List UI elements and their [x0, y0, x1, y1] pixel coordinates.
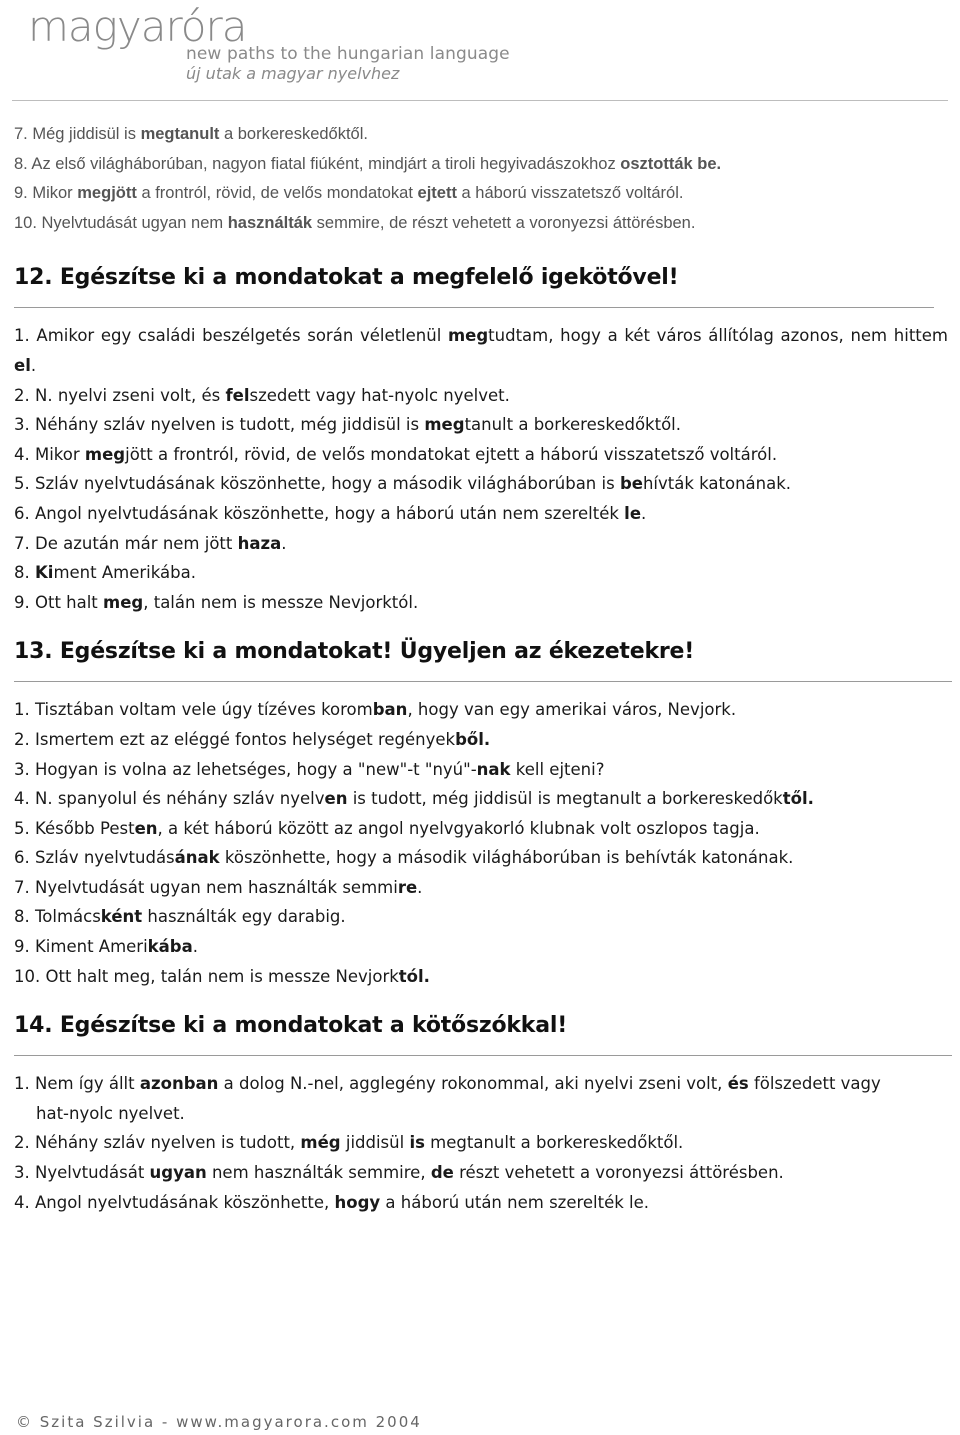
- list-item: [14, 814, 948, 844]
- answer-highlight: megtanult: [140, 125, 220, 143]
- answer-highlight: kába: [147, 937, 193, 957]
- answer-highlight: haza: [237, 533, 282, 553]
- answer-highlight: tól.: [398, 966, 430, 986]
- sentence-text: 1. Tisztában voltam vele úgy tízéves korom: [14, 700, 373, 720]
- sentence-text: is tudott, még jiddisül is megtanult a borkereskedők: [347, 789, 783, 809]
- sentence-text: 9. Mikor: [14, 184, 78, 203]
- list-item: [14, 902, 948, 932]
- sentence-text: 3. Néhány szláv nyelven is tudott, még jiddisül is: [14, 415, 425, 435]
- answer-highlight: en: [134, 818, 158, 838]
- sentence-text: 5. Szláv nyelvtudásának köszönhette, hogy a második világháborúban is: [14, 474, 620, 494]
- answer-highlight: Ki: [35, 563, 54, 583]
- sentence-text: köszönhette, hogy a második világháborúban is behívták katonának.: [219, 848, 794, 868]
- list-item: [14, 499, 948, 529]
- answer-highlight: le: [624, 503, 642, 523]
- answer-highlight: osztották be.: [620, 154, 722, 173]
- list-item: [14, 1128, 948, 1158]
- answer-highlight: be: [619, 474, 643, 494]
- answer-highlight: ugyan: [149, 1163, 207, 1183]
- section-14-list: [14, 1069, 948, 1217]
- sentence-text: tanult a borkereskedőktől.: [464, 415, 681, 435]
- sentence-text: tudtam, hogy a két város állítólag azonos, nem hittem: [488, 326, 949, 346]
- answer-highlight: meg: [103, 592, 144, 612]
- answer-highlight: de: [430, 1163, 454, 1183]
- sentence-text: 5. Később Pest: [14, 818, 135, 838]
- document-body: [14, 120, 948, 1217]
- list-item: [14, 1069, 896, 1128]
- list-item: [14, 588, 948, 618]
- list-item: [14, 932, 948, 962]
- sentence-text: nem használták semmire,: [206, 1163, 431, 1183]
- sentence-text: 9. Kiment Ameri: [14, 937, 148, 957]
- sentence-text: hívták katonának.: [642, 474, 792, 494]
- sentence-text: .: [30, 355, 37, 375]
- sentence-text: 7. De azután már nem jött: [14, 533, 238, 553]
- list-item: [14, 440, 948, 470]
- sentence-text: szedett vagy hat-nyolc nyelvet.: [249, 385, 510, 405]
- answer-highlight: ként: [100, 907, 143, 927]
- answer-highlight: is: [409, 1133, 425, 1153]
- sentence-text: 2. Ismertem ezt az eléggé fontos helységet regények: [14, 729, 456, 749]
- answer-highlight: re: [397, 877, 418, 897]
- answer-highlight: használták: [227, 213, 313, 232]
- answer-highlight: en: [324, 789, 348, 809]
- sentence-text: a háború visszatetsző voltáról.: [456, 184, 684, 203]
- answer-highlight: ban: [372, 700, 408, 720]
- sentence-text: a frontról, rövid, de velős mondatokat: [136, 184, 418, 203]
- answer-highlight: ának: [174, 848, 220, 868]
- answer-highlight: nak: [476, 759, 511, 779]
- sentence-text: 3. Hogyan is volna az lehetséges, hogy a "new"-t "nyú"-: [14, 759, 477, 779]
- answer-highlight: fel: [225, 385, 250, 405]
- sentence-text: jött a frontról, rövid, de velős mondatokat ejtett a háború visszatetsző voltáról.: [125, 444, 778, 464]
- sentence-text: 7. Nyelvtudását ugyan nem használták semmi: [14, 877, 398, 897]
- answer-highlight: és: [727, 1074, 749, 1094]
- sentence-text: 7. Még jiddisül is: [14, 125, 141, 143]
- sentence-text: 6. Angol nyelvtudásának köszönhette, hogy a háború után nem szerelték: [14, 503, 625, 523]
- list-item: [14, 784, 948, 814]
- sentence-text: .: [281, 533, 287, 553]
- list-item: [14, 962, 948, 992]
- sentence-text: a háború után nem szerelték le.: [380, 1192, 650, 1212]
- sentence-text: 10. Ott halt meg, talán nem is messze Nevjork: [14, 966, 399, 986]
- sentence-text: semmire, de részt vehetett a voronyezsi áttörésben.: [312, 213, 696, 232]
- sentence-text: 9. Ott halt: [14, 592, 104, 612]
- sentence-text: .: [192, 937, 198, 957]
- sentence-text: 6. Szláv nyelvtudás: [14, 848, 175, 868]
- answer-highlight: meg: [447, 326, 489, 346]
- list-item: [14, 209, 948, 239]
- answer-highlight: azonban: [139, 1074, 219, 1094]
- answer-highlight: meg: [84, 444, 126, 464]
- list-item: [14, 381, 948, 411]
- list-item: [14, 1188, 948, 1218]
- sentence-text: a borkereskedőktől.: [219, 125, 368, 143]
- list-item: [14, 410, 948, 440]
- intro-list: [14, 120, 948, 238]
- sentence-text: 2. N. nyelvi zseni volt, és: [14, 385, 226, 405]
- sentence-text: 1. Nem így állt: [14, 1074, 140, 1094]
- list-item: [14, 529, 948, 559]
- answer-highlight: még: [300, 1133, 341, 1153]
- sentence-text: a dolog N.-nel, agglegény rokonommal, aki nyelvi zseni volt,: [218, 1074, 728, 1094]
- sentence-text: 4. Angol nyelvtudásának köszönhette,: [14, 1192, 335, 1212]
- list-item: [14, 725, 948, 755]
- sentence-text: fölszedett vagy hat-nyolc nyelvet.: [36, 1074, 881, 1123]
- sentence-text: megtanult a borkereskedőktől.: [424, 1133, 684, 1153]
- sentence-text: 1. Amikor egy családi beszélgetés során véletlenül: [14, 326, 448, 346]
- list-item: [14, 469, 948, 499]
- tagline-hungarian: új utak a magyar nyelvhez: [186, 64, 400, 83]
- section-13-list: [14, 695, 948, 991]
- section-12-list: [14, 321, 948, 617]
- sentence-text: 4. N. spanyolul és néhány szláv nyelv: [14, 789, 325, 809]
- tagline-english: new paths to the hungarian language: [186, 44, 510, 64]
- list-item: [14, 873, 948, 903]
- section-14-title: 14. Egészítse ki a mondatokat a kötőszókkal!: [14, 1013, 568, 1039]
- sentence-text: 4. Mikor: [14, 444, 85, 464]
- sentence-text: .: [641, 503, 647, 523]
- sentence-text: , hogy van egy amerikai város, Nevjork.: [407, 700, 737, 720]
- list-item: [14, 755, 948, 785]
- answer-highlight: hogy: [334, 1192, 381, 1212]
- site-header: [28, 0, 528, 90]
- list-item: [14, 150, 948, 180]
- sentence-text: , talán nem is messze Nevjorktól.: [143, 592, 419, 612]
- list-item: [14, 558, 948, 588]
- list-item: [14, 1158, 816, 1188]
- answer-highlight: el: [14, 355, 31, 375]
- sentence-text: , a két háború között az angol nyelvgyakorló klubnak volt oszlopos tagja.: [157, 818, 760, 838]
- sentence-text: jiddisül: [340, 1133, 410, 1153]
- sentence-text: 10. Nyelvtudását ugyan nem: [14, 213, 228, 232]
- list-item: [14, 120, 948, 150]
- sentence-text: 8. Tolmács: [14, 907, 101, 927]
- site-logo: magyaróra: [28, 2, 247, 51]
- sentence-text: 8.: [14, 563, 35, 583]
- section-12-title: 12. Egészítse ki a mondatokat a megfelelő igekötővel!: [14, 265, 679, 291]
- list-item: [14, 695, 948, 725]
- sentence-text: ment Amerikába.: [53, 563, 196, 583]
- copyright-footer: © Szita Szilvia - www.magyarora.com 2004: [16, 1413, 422, 1431]
- sentence-text: .: [417, 877, 423, 897]
- sentence-text: kell ejteni?: [510, 759, 605, 779]
- header-divider: [12, 100, 948, 101]
- answer-highlight: től.: [782, 789, 814, 809]
- list-item: [14, 843, 948, 873]
- answer-highlight: ejtett: [417, 184, 457, 203]
- list-item: [14, 179, 948, 209]
- answer-highlight: meg: [424, 415, 465, 435]
- section-13-title: 13. Egészítse ki a mondatokat! Ügyeljen az ékezetekre!: [14, 639, 695, 665]
- sentence-text: 8. Az első világháborúban, nagyon fiatal fiúként, mindjárt a tiroli hegyivadászokhoz: [14, 154, 621, 173]
- answer-highlight: ből.: [455, 729, 491, 749]
- sentence-text: 2. Néhány szláv nyelven is tudott,: [14, 1133, 301, 1153]
- sentence-text: 3. Nyelvtudását: [14, 1163, 150, 1183]
- list-item: [14, 321, 948, 380]
- sentence-text: használták egy darabig.: [142, 907, 346, 927]
- sentence-text: részt vehetett a voronyezsi áttörésben.: [453, 1163, 784, 1183]
- answer-highlight: megjött: [77, 184, 137, 203]
